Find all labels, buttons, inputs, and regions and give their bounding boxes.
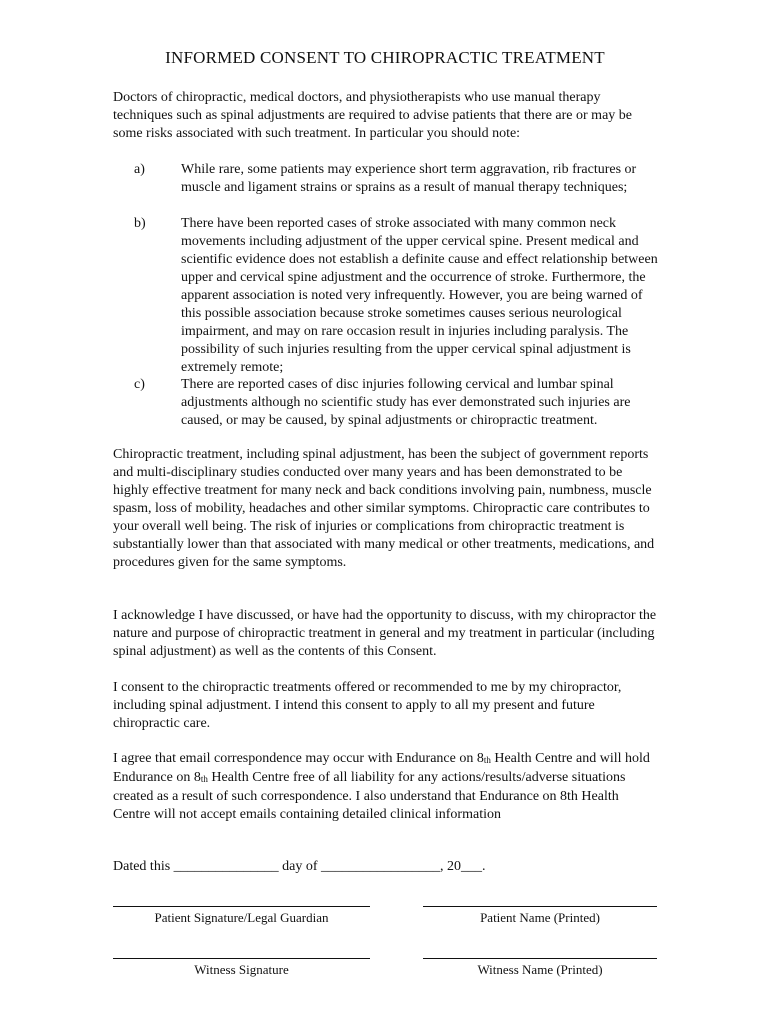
patient-name-label: Patient Name (Printed) [480,910,600,925]
witness-name-line[interactable] [423,958,657,959]
risk-marker: b) [134,216,146,231]
treatment-paragraph: Chiropractic treatment, including spinal adjustment, has been the subject of government reports and multi-disciplinary studies conducted over many years and has been demonstrated to be highly effective treatment for many neck and back conditions involving pain, numbness, muscle spasm, loss of mobility, headaches and other similar symptoms. Chiropractic care contributes to your overall well being. The risk of injuries or complications from chiropractic treatment is substantially lower than that associated with many medical or other treatments, medications, and procedures given for the same symptoms. [113,447,655,570]
acknowledge-paragraph: I acknowledge I have discussed, or have had the opportunity to discuss, with my chiropractor the nature and purpose of chiropractic treatment in general and my treatment in particular (including spinal adjustment) as well as the contents of this Consent. [113,608,657,659]
consent-paragraph: I consent to the chiropractic treatments offered or recommended to me by my chiropractor, including spinal adjustment. I intend this consent to apply to all my present and future chiropractic care. [113,680,622,731]
dated-line[interactable]: Dated this _______________ day of _________________, 20___. [113,859,486,874]
intro-paragraph: Doctors of chiropractic, medical doctors, and physiotherapists who use manual therapy techniques such as spinal adjustments are required to advise patients that there are or may be some risks associated with such treatment. In particular you should note: [113,90,632,141]
risk-marker: c) [134,377,145,392]
witness-signature-line[interactable] [113,958,370,959]
risk-marker: a) [134,162,145,177]
email-paragraph: I agree that email correspondence may occur with Endurance on $8_{th}$ Health Centre and will hold Endurance on $8_{th}$ Health Centre free of all liability for any actions/results/adverse situations created as a result of such correspondence. I also understand that Endurance on 8th Health Centre will not accept emails containing detailed clinical information [113,751,650,822]
risk-text: While rare, some patients may experience short term aggravation, rib fractures or muscle and ligament strains or sprains as a result of manual therapy techniques; [181,162,637,195]
document-title: INFORMED CONSENT TO CHIROPRACTIC TREATMENT [165,48,605,67]
witness-name-label: Witness Name (Printed) [477,962,603,977]
witness-signature-label: Witness Signature [194,962,289,977]
patient-signature-label: Patient Signature/Legal Guardian [154,910,329,925]
risk-text: There have been reported cases of stroke associated with many common neck movements including adjustment of the upper cervical spine. Present medical and scientific evidence does not establish a definite cause and effect relationship between upper and cervical spine adjustment and the occurrence of stroke. Furthermore, the apparent association is noted very infrequently. However, you are being warned of this possible association because stroke sometimes causes serious neurological impairment, and may on rare occasion result in injuries including paralysis. The possibility of such injuries resulting from the upper cervical spinal adjustment is extremely remote; [181,216,658,375]
risk-text: There are reported cases of disc injuries following cervical and lumbar spinal adjustments although no scientific study has ever demonstrated such injuries are caused, or may be caused, by spinal adjustments or chiropractic treatment. [181,377,631,428]
patient-name-line[interactable] [423,906,657,907]
patient-signature-line[interactable] [113,906,370,907]
